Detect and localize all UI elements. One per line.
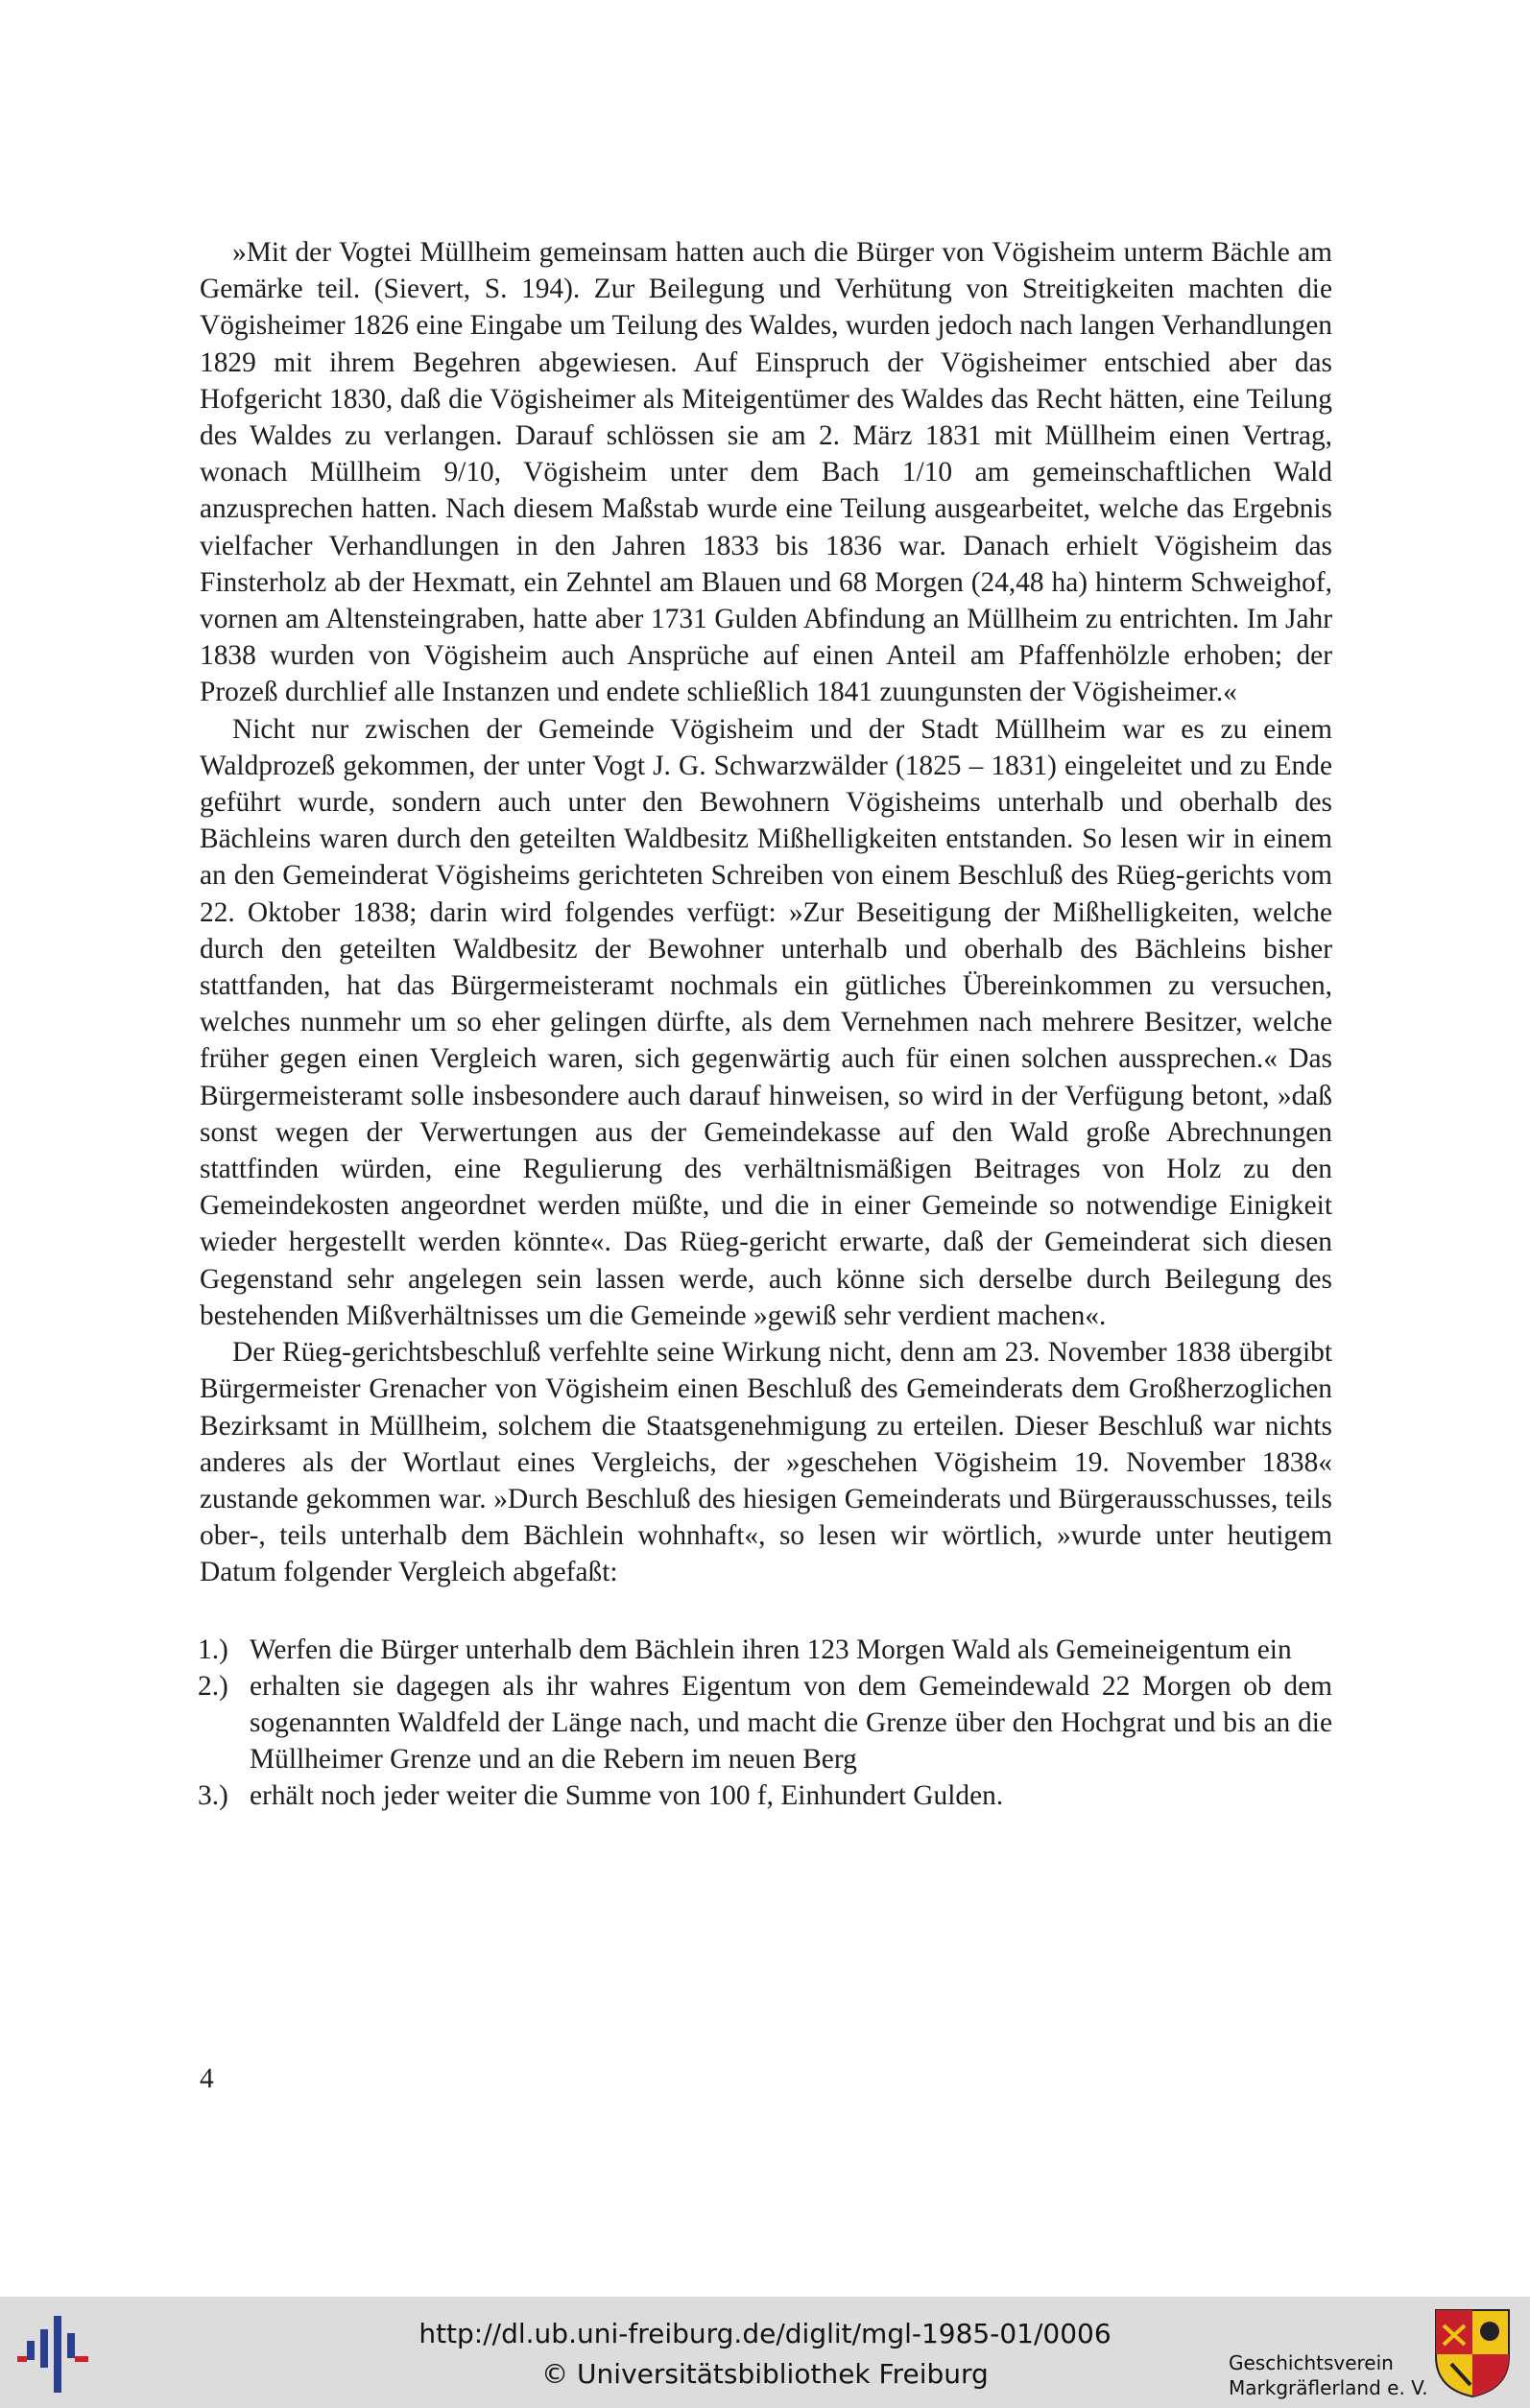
list-number: 3.)	[198, 1780, 228, 1812]
list-item	[200, 1777, 1332, 1814]
page-number: 4	[200, 2063, 214, 2094]
list-item	[200, 1632, 1332, 1668]
coat-of-arms-icon	[1432, 2306, 1513, 2398]
footer-bar	[0, 2297, 1530, 2408]
list-item	[200, 1668, 1332, 1778]
footer-url-link[interactable]: http://dl.ub.uni-freiburg.de/diglit/mgl-1985-01/0006	[418, 2318, 1112, 2349]
settlement-list	[200, 1632, 1332, 1815]
org-name-line2: Markgräflerland e. V.	[1229, 2376, 1428, 2399]
list-number: 1.)	[198, 1633, 228, 1665]
list-text: Werfen die Bürger unterhalb dem Bächlein ihren 123 Morgen Wald als Gemeineigentum ein	[250, 1633, 1292, 1665]
paragraph: »Mit der Vogtei Müllheim gemeinsam hatten auch die Bürger von Vögisheim unterm Bächle am Gemärke teil. (Sievert, S. 194). Zur Beilegung und Verhütung von Streitigkeiten machten die Vögisheimer 1826 eine Eingabe um Teilung des Waldes, wurden jedoch nach langen Verhandlungen 1829 mit ihrem Begehren abgewiesen. Auf Einspruch der Vögisheimer entschied aber das Hofgericht 1830, daß die Vögisheimer als Miteigentümer des Waldes das Recht hätten, eine Teilung des Waldes zu verlangen. Darauf schlössen sie am 2. März 1831 mit Müllheim einen Vertrag, wonach Müllheim 9/10, Vögisheim unter dem Bach 1/10 am gemeinschaftlichen Wald anzusprechen hatten. Nach diesem Maßstab wurde eine Teilung ausgearbeitet, welche das Ergebnis vielfacher Verhandlungen in den Jahren 1833 bis 1836 war. Danach erhielt Vögisheim das Finsterholz ab der Hexmatt, ein Zehntel am Blauen und 68 Morgen (24,48 ha) hinterm Schweighof, vornen am Altensteingraben, hatte aber 1731 Gulden Abfindung an Müllheim zu entrichten. Im Jahr 1838 wurden von Vögisheim auch Ansprüche auf einen Anteil am Pfaffenhölzle erhoben; der Prozeß durchlief alle Instanzen und endete schließlich 1841 zuungunsten der Vögisheimer.«	[200, 237, 1332, 708]
footer-organization	[1229, 2350, 1428, 2400]
paragraph: Der Rüeg-gerichtsbeschluß verfehlte seine Wirkung nicht, denn am 23. November 1838 übergibt Bürgermeister Grenacher von Vögisheim einen Beschluß des Gemeinderats dem Großherzoglichen Bezirksamt in Müllheim, solchem die Staatsgenehmigung zu erteilen. Dieser Beschluß war nichts anderes als der Wortlaut eines Vergleichs, der »geschehen Vögisheim 19. November 1838« zustande gekommen war. »Durch Beschluß des hiesigen Gemeinderats und Bürgerausschusses, teils ober-, teils unterhalb dem Bächlein wohnhaft«, so lesen wir wörtlich, »wurde unter heutigem Datum folgender Vergleich abgefaßt:	[200, 1337, 1332, 1588]
list-text: erhalten sie dagegen als ihr wahres Eigentum von dem Gemeindewald 22 Morgen ob dem sogenannten Waldfeld der Länge nach, und macht die Grenze über den Hochgrat und bis an die Müllheimer Grenze und an die Rebern im neuen Berg	[250, 1670, 1332, 1776]
footer-copyright: © Universitätsbibliothek Freiburg	[541, 2358, 989, 2390]
org-name-line1: Geschichtsverein	[1229, 2351, 1394, 2374]
paragraph: Nicht nur zwischen der Gemeinde Vögisheim und der Stadt Müllheim war es zu einem Waldprozeß gekommen, der unter Vogt J. G. Schwarzwälder (1825 – 1831) eingeleitet und zu Ende geführt wurde, sondern auch unter den Bewohnern Vögisheims unterhalb und oberhalb des Bächleins waren durch den geteilten Waldbesitz Mißhelligkeiten entstanden. So lesen wir in einem an den Gemeinderat Vögisheims gerichteten Schreiben von einem Beschluß des Rüeg-gerichts vom 22. Oktober 1838; darin wird folgendes verfügt: »Zur Beseitigung der Mißhelligkeiten, welche durch den geteilten Waldbesitz der Bewohner unterhalb und oberhalb des Bächleins bisher stattfanden, hat das Bürgermeisteramt nochmals ein gütliches Übereinkommen zu versuchen, welches nunmehr um so eher gelingen dürfte, als dem Vernehmen nach mehrere Besitzer, welche früher gegen einen Vergleich waren, sich gegenwärtig auch für einen solchen aussprechen.« Das Bürgermeisteramt solle insbesondere auch darauf hinweisen, so wird in der Verfügung betont, »daß sonst wegen der Verwertungen aus der Gemeindekasse auf den Wald große Abrechnungen stattfinden würden, eine Regulierung des verhältnismäßigen Beitrages von Holz zu den Gemeindekosten angeordnet werden müßte, und die in einer Gemeinde so notwendige Einigkeit wieder hergestellt werden könnte«. Das Rüeg-gericht erwarte, daß der Gemeinderat sich diesen Gegenstand sehr angelegen sein lassen werde, auch könne sich derselbe durch Beilegung des bestehenden Mißverhältnisses um die Gemeinde »gewiß sehr verdient machen«.	[200, 713, 1332, 1331]
page-body	[200, 234, 1332, 1815]
list-number: 2.)	[198, 1670, 228, 1702]
list-text: erhält noch jeder weiter die Summe von 100 f, Einhundert Gulden.	[250, 1780, 1004, 1812]
